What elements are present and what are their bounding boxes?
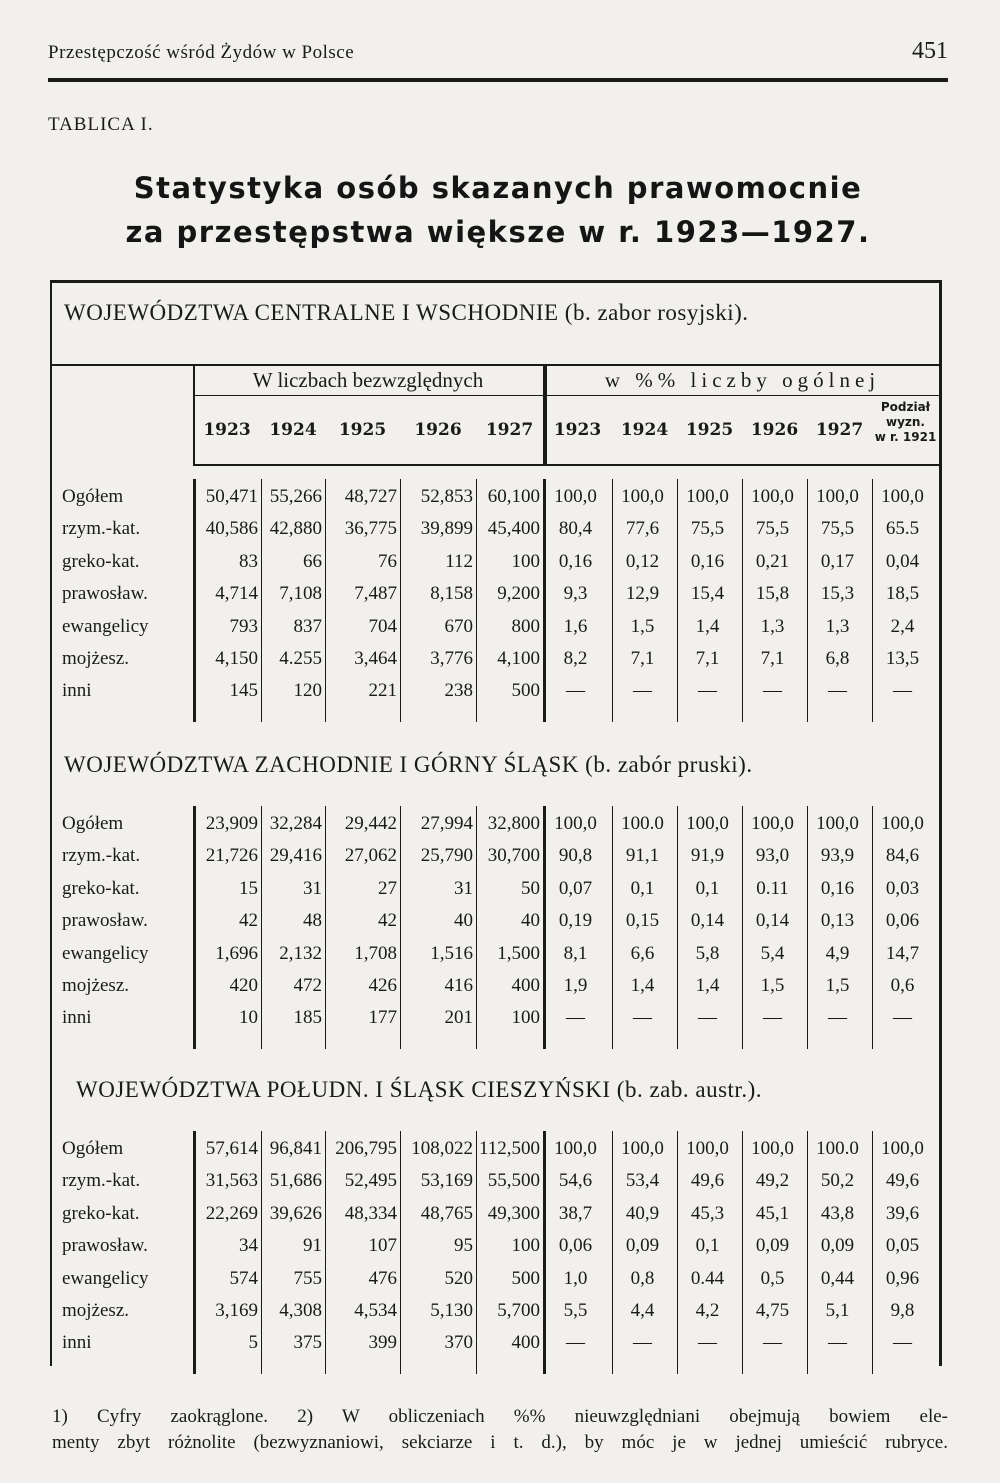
section-1-row-6-pct-1: — — [633, 1007, 652, 1029]
section-2-row-3-abs-1: 91 — [303, 1235, 322, 1257]
section-1-row-0-pct-4: 100,0 — [816, 813, 859, 834]
section-2-row-3-pct-1: 0,09 — [625, 1235, 660, 1257]
section-0-row-1-abs-1: 42,880 — [269, 518, 322, 540]
section-0-row-0-pct-5: 100,0 — [881, 486, 924, 507]
section-0-row-0-pct-3: 100,0 — [751, 486, 794, 507]
section-0-row-5-pct-3: 7,1 — [760, 648, 785, 669]
section-2-row-4-pct-3: 0,5 — [760, 1267, 785, 1289]
section-1-row-3-pct-3: 0,14 — [755, 910, 790, 932]
section-1-row-2-pct-3: 0.11 — [756, 877, 789, 899]
section-2-row-3-pct-0: 0,06 — [558, 1235, 593, 1257]
section-2-row-0-label: Ogółem — [62, 1138, 124, 1159]
section-1-row-6-abs-3: 201 — [444, 1007, 473, 1029]
section-2-row-0-pct-4: 100.0 — [816, 1138, 859, 1159]
section-2-row-3-pct-4: 0,09 — [820, 1235, 855, 1257]
section-2-row-5-abs-3: 5,130 — [430, 1300, 473, 1321]
section-2-row-3-abs-4: 100 — [511, 1235, 540, 1257]
section-2-row-3-pct-3: 0,09 — [755, 1235, 790, 1257]
section-0-row-2-abs-1: 66 — [303, 550, 322, 572]
section-0-row-2-pct-2: 0,16 — [690, 550, 725, 572]
section-1-row-4-pct-1: 6,6 — [630, 942, 655, 964]
section-1-row-5-abs-0: 420 — [229, 975, 258, 996]
section-0-row-0-pct-0: 100,0 — [554, 486, 597, 507]
section-0-row-4-abs-3: 670 — [444, 615, 473, 637]
section-0-row-6-pct-0: — — [566, 680, 585, 702]
table-title-line-1: Statystyka osób skazanych prawomocnie — [133, 171, 863, 205]
section-0-row-5-abs-3: 3,776 — [430, 648, 473, 669]
section-2-row-1-pct-4: 50,2 — [820, 1170, 855, 1192]
section-2-row-5-pct-4: 5,1 — [825, 1300, 850, 1321]
section-2-row-0-abs-1: 96,841 — [269, 1138, 322, 1159]
section-2-row-2-pct-2: 45,3 — [690, 1202, 725, 1224]
section-1-row-5-abs-1: 472 — [293, 975, 322, 996]
section-0-row-0-label: Ogółem — [62, 486, 124, 507]
page-number: 451 — [912, 38, 948, 64]
section-0-row-4-pct-3: 1,3 — [760, 615, 785, 637]
section-2-row-0-abs-4: 112,500 — [478, 1138, 540, 1159]
section-1-row-3-abs-0: 42 — [239, 910, 258, 932]
section-2-row-5-pct-0: 5,5 — [563, 1300, 588, 1321]
section-1-row-4-pct-2: 5,8 — [695, 942, 720, 964]
section-1-row-6-pct-0: — — [566, 1007, 585, 1029]
section-1-row-2-abs-1: 31 — [303, 877, 322, 899]
section-2-row-4-pct-4: 0,44 — [820, 1267, 855, 1289]
table-top-rule — [50, 280, 942, 283]
footnote-line-1: 1) Cyfry zaokrąglone. 2) W obliczeniach %% nieuwzględniani obejmują bowiem ele- — [52, 1406, 948, 1427]
section-2-row-4-pct-2: 0.44 — [690, 1267, 725, 1289]
section-2-row-5-pct-2: 4,2 — [695, 1300, 720, 1321]
section-1-row-6-label: inni — [62, 1007, 92, 1029]
section-1-row-2-pct-1: 0,1 — [630, 877, 655, 899]
section-1-row-1-abs-3: 25,790 — [420, 845, 473, 867]
section-0-row-3-pct-4: 15,3 — [820, 583, 855, 605]
section-2-row-0-abs-3: 108,022 — [411, 1138, 473, 1159]
section-header-rule — [50, 364, 942, 366]
section-1-row-3-abs-4: 40 — [521, 910, 540, 932]
section-1-row-1-pct-4: 93,9 — [820, 845, 855, 867]
section-0-row-6-abs-4: 500 — [511, 680, 540, 702]
section-1-row-0-pct-2: 100,0 — [686, 813, 729, 834]
section-2-row-6-pct-4: — — [828, 1332, 847, 1354]
section-1-row-3-pct-5: 0,06 — [885, 910, 920, 932]
section-2-row-4-abs-1: 755 — [293, 1267, 322, 1289]
section-0-row-5-pct-1: 7,1 — [630, 648, 655, 669]
section-2-row-0-abs-2: 206,795 — [335, 1138, 397, 1159]
section-1-row-4-abs-3: 1,516 — [430, 942, 473, 964]
section-1-row-1-pct-2: 91,9 — [690, 845, 725, 867]
section-2-row-0-pct-3: 100,0 — [751, 1138, 794, 1159]
section-1-row-4-pct-0: 8,1 — [563, 942, 588, 964]
section-2-row-0-pct-0: 100,0 — [554, 1138, 597, 1159]
year-header-pct-0: 1923 — [553, 420, 602, 440]
statistics-table — [50, 280, 942, 1366]
section-0-row-2-label: greko-kat. — [62, 550, 140, 572]
section-1-row-3-label: prawosław. — [62, 910, 148, 932]
section-2-row-1-label: rzym.-kat. — [62, 1170, 141, 1192]
table-title-line-2: za przestępstwa większe w r. 1923—1927. — [125, 215, 871, 249]
header-rule — [48, 78, 948, 82]
section-1-row-1-label: rzym.-kat. — [62, 845, 141, 867]
section-0-row-2-pct-0: 0,16 — [558, 550, 593, 572]
section-0-row-4-pct-5: 2,4 — [890, 615, 915, 637]
section-0-row-5-pct-4: 6,8 — [825, 648, 850, 669]
section-2-row-6-pct-1: — — [633, 1332, 652, 1354]
section-2-row-1-pct-1: 53,4 — [625, 1170, 660, 1192]
section-1-row-5-pct-2: 1,4 — [695, 975, 720, 996]
section-1-row-0-pct-3: 100,0 — [751, 813, 794, 834]
section-0-row-1-pct-1: 77,6 — [625, 518, 660, 540]
section-1-row-2-pct-5: 0,03 — [885, 877, 920, 899]
section-2-row-5-pct-1: 4,4 — [630, 1300, 655, 1321]
section-2-row-3-label: prawosław. — [62, 1235, 148, 1257]
section-2-row-4-abs-4: 500 — [511, 1267, 540, 1289]
section-2-row-2-pct-0: 38,7 — [558, 1202, 593, 1224]
section-1-row-1-abs-1: 29,416 — [269, 845, 322, 867]
section-2-row-1-abs-4: 55,500 — [487, 1170, 540, 1192]
section-1-row-0-pct-1: 100.0 — [621, 813, 664, 834]
section-1-row-5-label: mojżesz. — [62, 975, 130, 996]
section-1-row-6-abs-0: 10 — [239, 1007, 258, 1029]
section-0-row-4-pct-2: 1,4 — [695, 615, 720, 637]
table-right-rule — [939, 280, 942, 1366]
section-2-row-2-abs-2: 48,334 — [344, 1202, 397, 1224]
section-2-row-3-abs-2: 107 — [368, 1235, 397, 1257]
section-0-row-3-pct-3: 15,8 — [755, 583, 790, 605]
section-1-row-6-abs-1: 185 — [293, 1007, 322, 1029]
section-2-row-6-abs-2: 399 — [368, 1332, 397, 1354]
section-1-row-1-abs-0: 21,726 — [205, 845, 258, 867]
section-1-row-0-abs-1: 32,284 — [269, 813, 322, 834]
section-1-row-0-abs-3: 27,994 — [420, 813, 473, 834]
section-2-row-3-abs-3: 95 — [454, 1235, 473, 1257]
year-header-abs-3: 1926 — [414, 420, 462, 440]
section-2-row-6-pct-5: — — [893, 1332, 912, 1354]
section-1-row-5-pct-0: 1,9 — [563, 975, 588, 996]
section-1-row-1-pct-3: 93,0 — [755, 845, 790, 867]
section-0-row-5-abs-0: 4,150 — [215, 648, 258, 669]
section-0-row-1-pct-4: 75,5 — [820, 518, 855, 540]
section-2-row-2-label: greko-kat. — [62, 1202, 140, 1224]
section-1-row-4-pct-3: 5,4 — [760, 942, 785, 964]
section-1-row-5-abs-4: 400 — [511, 975, 540, 996]
section-2-row-0-pct-5: 100,0 — [881, 1138, 924, 1159]
section-1-row-5-pct-4: 1,5 — [825, 975, 850, 996]
section-0-row-1-pct-3: 75,5 — [755, 518, 790, 540]
section-0-row-2-abs-2: 76 — [378, 550, 397, 572]
section-1-row-4-pct-5: 14,7 — [885, 942, 920, 964]
section-0-row-6-label: inni — [62, 680, 92, 702]
section-1-row-3-pct-1: 0,15 — [625, 910, 660, 932]
section-0-row-2-abs-3: 112 — [445, 550, 473, 572]
section-0-row-2-pct-5: 0,04 — [885, 550, 920, 572]
section-0-row-1-pct-5: 65.5 — [885, 518, 920, 540]
section-0-row-3-pct-0: 9,3 — [563, 583, 588, 605]
year-header-abs-0: 1923 — [203, 420, 251, 440]
section-0-row-6-abs-0: 145 — [229, 680, 258, 702]
section-0-row-5-pct-0: 8,2 — [563, 648, 588, 669]
section-0-row-1-abs-3: 39,899 — [420, 518, 473, 540]
section-1-row-3-pct-2: 0,14 — [690, 910, 725, 932]
section-2-row-4-label: ewangelicy — [62, 1267, 149, 1289]
section-0-row-2-pct-1: 0,12 — [625, 550, 660, 572]
section-0-row-1-pct-0: 80,4 — [558, 518, 593, 540]
section-0-row-6-abs-1: 120 — [293, 680, 322, 702]
section-2-row-0-pct-2: 100,0 — [686, 1138, 729, 1159]
year-header-pct-3: 1926 — [750, 420, 799, 440]
section-1-row-3-pct-4: 0,13 — [820, 910, 855, 932]
section-1-row-2-abs-4: 50 — [521, 877, 540, 899]
section-1-row-5-abs-3: 416 — [444, 975, 473, 996]
section-1-row-2-abs-0: 15 — [239, 877, 258, 899]
section-1-row-6-pct-4: — — [828, 1007, 847, 1029]
podzial-header-line-2: w r. 1921 — [874, 430, 937, 444]
section-1-row-3-abs-2: 42 — [378, 910, 397, 932]
section-1-row-2-abs-2: 27 — [378, 877, 397, 899]
section-0-row-4-abs-2: 704 — [368, 615, 397, 637]
section-0-row-6-pct-1: — — [633, 680, 652, 702]
section-0-row-3-abs-2: 7,487 — [354, 583, 397, 605]
section-1-row-1-abs-4: 30,700 — [487, 845, 540, 867]
section-2-row-5-abs-0: 3,169 — [215, 1300, 258, 1321]
section-0-row-3-pct-5: 18,5 — [885, 583, 920, 605]
year-header-pct-1: 1924 — [620, 420, 669, 440]
section-2-row-4-pct-1: 0,8 — [630, 1267, 655, 1289]
section-1-row-5-abs-2: 426 — [368, 975, 397, 996]
podzial-header-line-0: Podział — [880, 400, 931, 414]
section-2-row-2-pct-5: 39,6 — [885, 1202, 920, 1224]
section-2-row-5-abs-2: 4,534 — [354, 1300, 397, 1321]
section-1-row-2-pct-4: 0,16 — [820, 877, 855, 899]
footnote-line-2: menty zbyt różnolite (bezwyznaniowi, sekciarze i t. d.), by móc je w jednej umieścić rubryce. — [52, 1432, 948, 1453]
running-header — [48, 38, 948, 70]
section-2-row-3-pct-5: 0,05 — [885, 1235, 920, 1257]
section-2-row-6-label: inni — [62, 1332, 92, 1354]
section-1-row-3-abs-3: 40 — [454, 910, 473, 932]
section-0-row-1-abs-4: 45,400 — [487, 518, 540, 540]
section-0-row-4-abs-4: 800 — [511, 615, 540, 637]
section-0-row-0-pct-1: 100,0 — [621, 486, 664, 507]
section-1-row-4-abs-2: 1,708 — [354, 942, 397, 964]
section-2-row-2-abs-3: 48,765 — [420, 1202, 473, 1224]
group-header-underline — [193, 395, 939, 396]
year-header-underline — [193, 464, 939, 466]
section-0-row-0-pct-2: 100,0 — [686, 486, 729, 507]
section-2-row-6-abs-1: 375 — [293, 1332, 322, 1354]
section-2-row-2-pct-3: 45,1 — [755, 1202, 790, 1224]
year-header-abs-2: 1925 — [338, 420, 387, 440]
section-0-row-5-abs-4: 4,100 — [497, 648, 540, 669]
section-1-row-4-abs-1: 2,132 — [279, 942, 322, 964]
section-2-row-4-abs-3: 520 — [444, 1267, 473, 1289]
section-0-row-5-pct-5: 13,5 — [885, 648, 920, 669]
section-2-row-6-abs-4: 400 — [511, 1332, 540, 1354]
section-2-row-0-pct-1: 100,0 — [621, 1138, 664, 1159]
section-2-row-3-abs-0: 34 — [239, 1235, 258, 1257]
section-0-row-0-abs-3: 52,853 — [420, 486, 473, 507]
section-2-row-6-abs-3: 370 — [444, 1332, 473, 1354]
section-0-row-6-pct-5: — — [893, 680, 912, 702]
section-2-row-1-abs-3: 53,169 — [420, 1170, 473, 1192]
section-1-row-1-pct-0: 90,8 — [558, 845, 593, 867]
section-0-row-6-pct-2: — — [698, 680, 717, 702]
section-0-row-0-abs-2: 48,727 — [344, 486, 397, 507]
section-0-row-2-abs-0: 83 — [239, 550, 258, 572]
section-2-row-6-abs-0: 5 — [248, 1332, 258, 1354]
podzial-header — [872, 400, 939, 445]
section-1-row-0-pct-0: 100,0 — [554, 813, 597, 834]
section-2-row-6-pct-3: — — [763, 1332, 782, 1354]
section-2-row-6-pct-2: — — [698, 1332, 717, 1354]
section-0-row-6-pct-4: — — [828, 680, 847, 702]
section-2-row-4-abs-2: 476 — [368, 1267, 397, 1289]
section-0-row-6-abs-3: 238 — [444, 680, 473, 702]
section-0-row-5-abs-1: 4.255 — [279, 648, 322, 669]
section-2-row-5-abs-1: 4,308 — [279, 1300, 322, 1321]
section-1-row-6-pct-2: — — [698, 1007, 717, 1029]
podzial-header-line-1: wyzn. — [886, 415, 925, 429]
section-2-row-2-pct-4: 43,8 — [820, 1202, 855, 1224]
section-0-row-4-pct-4: 1,3 — [825, 615, 850, 637]
section-1-row-6-pct-5: — — [893, 1007, 912, 1029]
section-1-row-4-abs-4: 1,500 — [497, 942, 540, 964]
section-0-row-3-abs-0: 4,714 — [215, 583, 258, 605]
section-1-row-1-pct-1: 91,1 — [625, 845, 660, 867]
section-title-1: WOJEWÓDZTWA ZACHODNIE I GÓRNY ŚLĄSK (b. zabór pruski). — [64, 752, 753, 777]
section-1-row-3-pct-0: 0,19 — [558, 910, 593, 932]
section-0-row-4-abs-1: 837 — [293, 615, 322, 637]
year-header-pct-4: 1927 — [815, 420, 864, 440]
section-1-row-6-abs-2: 177 — [368, 1007, 397, 1029]
year-header-pct-2: 1925 — [685, 420, 734, 440]
section-2-row-5-pct-5: 9,8 — [890, 1300, 915, 1321]
section-0-row-1-abs-2: 36,775 — [344, 518, 397, 540]
section-0-row-5-pct-2: 7,1 — [695, 648, 720, 669]
section-0-row-5-label: mojżesz. — [62, 648, 130, 669]
section-1-row-0-label: Ogółem — [62, 813, 124, 834]
section-2-row-5-label: mojżesz. — [62, 1300, 130, 1321]
section-2-row-1-pct-3: 49,2 — [755, 1170, 790, 1192]
section-1-row-4-label: ewangelicy — [62, 942, 149, 964]
section-2-row-1-abs-1: 51,686 — [269, 1170, 322, 1192]
section-1-row-0-abs-2: 29,442 — [344, 813, 397, 834]
section-1-row-4-abs-0: 1,696 — [215, 942, 258, 964]
section-1-row-1-pct-5: 84,6 — [885, 845, 920, 867]
section-0-row-1-abs-0: 40,586 — [205, 518, 258, 540]
section-0-row-6-abs-2: 221 — [368, 680, 397, 702]
section-0-row-4-abs-0: 793 — [229, 615, 258, 637]
section-0-row-1-pct-2: 75,5 — [690, 518, 725, 540]
section-1-row-2-pct-0: 0,07 — [558, 877, 593, 899]
section-0-row-2-pct-3: 0,21 — [755, 550, 790, 572]
year-header-abs-1: 1924 — [269, 420, 317, 440]
section-2-row-4-abs-0: 574 — [229, 1267, 258, 1289]
section-2-row-1-pct-2: 49,6 — [690, 1170, 725, 1192]
section-2-row-2-abs-1: 39,626 — [269, 1202, 322, 1224]
section-1-row-1-abs-2: 27,062 — [344, 845, 397, 867]
section-2-row-4-pct-5: 0,96 — [885, 1267, 920, 1289]
section-2-row-0-abs-0: 57,614 — [205, 1138, 258, 1159]
section-0-row-2-pct-4: 0,17 — [820, 550, 855, 572]
year-header-abs-4: 1927 — [485, 420, 534, 440]
section-title-0: WOJEWÓDZTWA CENTRALNE I WSCHODNIE (b. zabor rosyjski). — [64, 300, 749, 325]
section-1-row-2-label: greko-kat. — [62, 877, 140, 899]
section-0-row-1-label: rzym.-kat. — [62, 518, 141, 540]
section-0-row-6-pct-3: — — [763, 680, 782, 702]
table-label: TABLICA I. — [48, 114, 154, 135]
section-1-row-0-abs-0: 23,909 — [205, 813, 258, 834]
section-1-row-2-abs-3: 31 — [454, 877, 473, 899]
footnote — [52, 1404, 948, 1456]
section-2-row-2-abs-0: 22,269 — [205, 1202, 258, 1224]
section-0-row-3-pct-2: 15,4 — [690, 583, 725, 605]
section-2-row-4-pct-0: 1,0 — [563, 1267, 588, 1289]
section-2-row-2-pct-1: 40,9 — [625, 1202, 660, 1224]
section-2-row-1-pct-5: 49,6 — [885, 1170, 920, 1192]
section-2-row-3-pct-2: 0,1 — [695, 1235, 720, 1257]
section-1-row-5-pct-1: 1,4 — [630, 975, 655, 996]
section-1-row-5-pct-5: 0,6 — [890, 975, 915, 996]
section-0-row-3-abs-3: 8,158 — [430, 583, 473, 605]
section-1-row-0-abs-4: 32,800 — [487, 813, 540, 834]
group-header-percent: w %% liczby ogólnej — [604, 368, 881, 392]
section-2-row-6-pct-0: — — [566, 1332, 585, 1354]
section-0-row-0-abs-0: 50,471 — [205, 486, 258, 507]
table-title — [48, 166, 948, 254]
section-2-row-5-abs-4: 5,700 — [497, 1300, 540, 1321]
section-1-row-2-pct-2: 0,1 — [695, 877, 720, 899]
table-left-rule — [50, 280, 52, 1366]
section-0-row-2-abs-4: 100 — [511, 550, 540, 572]
section-0-row-3-abs-1: 7,108 — [279, 583, 322, 605]
section-title-2: WOJEWÓDZTWA POŁUDN. I ŚLĄSK CIESZYŃSKI (b. zab. austr.). — [76, 1077, 762, 1102]
section-0-row-3-abs-4: 9,200 — [497, 583, 540, 605]
section-0-row-3-label: prawosław. — [62, 583, 148, 605]
section-1-row-6-pct-3: — — [763, 1007, 782, 1029]
section-2-row-1-abs-0: 31,563 — [205, 1170, 258, 1192]
section-1-row-6-abs-4: 100 — [511, 1007, 540, 1029]
section-0-row-4-label: ewangelicy — [62, 615, 149, 637]
section-0-row-0-abs-4: 60,100 — [487, 486, 540, 507]
group-header-absolute: W liczbach bezwzględnych — [252, 368, 484, 392]
section-0-row-5-abs-2: 3,464 — [354, 648, 397, 669]
section-0-row-0-abs-1: 55,266 — [269, 486, 322, 507]
section-0-row-3-pct-1: 12,9 — [625, 583, 660, 605]
section-1-row-5-pct-3: 1,5 — [760, 975, 785, 996]
section-2-row-1-pct-0: 54,6 — [558, 1170, 593, 1192]
section-1-row-4-pct-4: 4,9 — [825, 942, 850, 964]
section-2-row-2-abs-4: 49,300 — [487, 1202, 540, 1224]
section-0-row-0-pct-4: 100,0 — [816, 486, 859, 507]
section-1-row-0-pct-5: 100,0 — [881, 813, 924, 834]
section-2-row-5-pct-3: 4,75 — [755, 1300, 790, 1321]
section-0-row-4-pct-1: 1,5 — [630, 615, 655, 637]
section-2-row-1-abs-2: 52,495 — [344, 1170, 397, 1192]
section-0-row-4-pct-0: 1,6 — [563, 615, 588, 637]
running-title: Przestępczość wśród Żydów w Polsce — [48, 42, 355, 63]
section-1-row-3-abs-1: 48 — [303, 910, 322, 932]
